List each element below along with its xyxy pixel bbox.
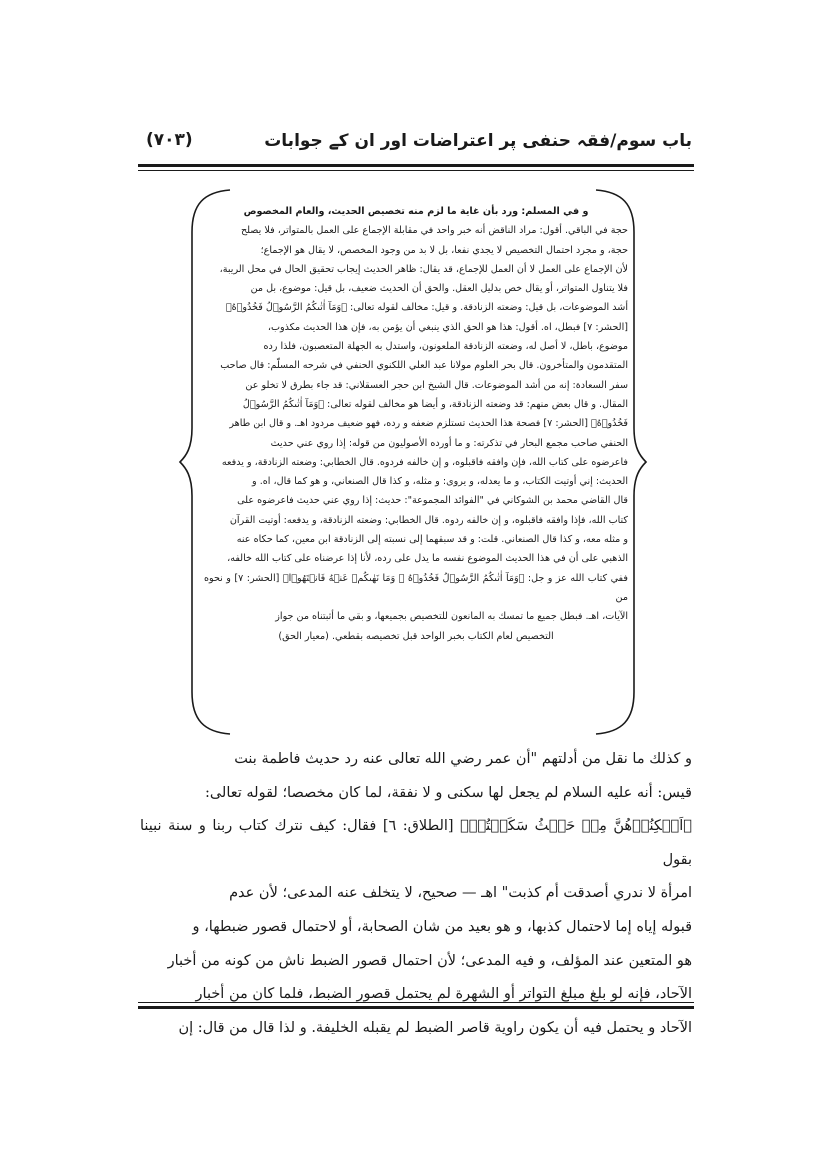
quote-line: موضوع، باطل، لا أصل له، وضعته الزنادقة الملعونون، واستدل به الجهلة المتعصبون، فلذا رده [263,341,628,353]
body-line: هو المتعين عند المؤلف، و فيه المدعى؛ لأن احتمال قصور الضبط ناش من كونه من أخبار [167,952,692,969]
quote-line: و مثله معه، و كذا قال الصنعاني. قلت: و قد سبقهما إلى نسبته إلى الزنادقة ابن معين، كما حكاه عنه [236,534,628,546]
quote-source: (معيار الحق) [278,630,329,642]
quote-line: فلا يتناول المتواتر، أو يقال خص بدليل العقل. والحق أن الحديث ضعيف، بل قيل: موضوع، بل من [250,283,628,295]
quote-line: الحديث: إني أوتيت الكتاب، و ما يعدله، و يروى: و مثله، و كذا قال الصنعاني، و هو كما قال، اه. و [252,476,628,488]
quote-line: [الحشر: ٧] فبطل، اه. أقول: هذا هو الحق الذي ينبغي أن يؤمن به، فإن هذا الحديث مكذوب، [267,321,628,333]
quote-closing-text: التخصيص لعام الكتاب بخبر الواحد قبل تخصيصه بقطعي. [331,630,554,642]
header-rule [138,164,694,171]
body-line: ﴿اَسۡكِنُوۡهُنَّ مِنۡ حَيۡثُ سَكَنۡتُمۡ﴾ [الطلاق: ٦] فقال: كيف نترك كتاب ربنا و سنة نبينا بقول [140,818,692,868]
quote-line: لأن الإجماع على العمل لا أن العمل للإجماع، قد يقال: ظاهر الحديث إيجاب تحقيق الحال في محل الريبة، [219,263,628,275]
quote-line: كتاب الله، فإذا وافقه فاقبلوه، و إن خالفه ردوه. قال الخطابي: وضعته الزنادقة، و يدفعه: أوتيت القرآن [229,514,628,526]
quote-line: الذهبي على أن في هذا الحديث الموضوع نفسه ما يدل على رده، لأنا إذا عرضناه على كتاب الله خالفه، [227,553,628,565]
body-line: قيس: أنه عليه السلام لم يجعل لها سكنى و لا نفقة، لما كان مخصصا؛ لقوله تعالى: [204,784,692,801]
quote-line: ففي كتاب الله عز و جل: ﴿وَمَآ اٰتٰىكُمُ الرَّسُوۡلُ فَخُذُوۡهُ ۚ وَمَا نَهٰىكُمۡ عَنۡهُ فَانۡتَهُوۡا﴾ [الحشر: ٧] و نحوه من [204,572,629,603]
quote-line: المتقدمون والمتأخرون. قال بحر العلوم مولانا عبد العلي اللكنوي الحنفي في شرحه المسلّم: قال صاحب [220,360,628,372]
quote-line: أشد الموضوعات، بل قيل: وضعته الزنادقة. و قيل: مخالف لقوله تعالى: ﴿وَمَآ اٰتٰىكُمُ الرَّسُوۡلُ فَخُذُوۡهُ﴾ [225,302,628,314]
chapter-title: باب سوم/فقہ حنفی پر اعتراضات اور ان کے جوابات [264,131,692,151]
body-line: و كذلك ما نقل من أدلتهم "أن عمر رضي الله تعالى عنه رد حديث فاطمة بنت [234,751,692,767]
quote-closing [204,627,628,646]
footer-rule-thin [138,1002,694,1003]
quote-line: قال القاضي محمد بن الشوكاني في "الفوائد المجموعة": حديث: إذا روي عني حديث فاعرضوه على [237,495,628,507]
body-line: امرأة لا ندري أصدقت أم كذبت" اهـ — صحيح، لا يتخلف عنه المدعى؛ لأن عدم [229,885,692,902]
header-rule-thin [138,170,694,171]
quote-line: حجة في الباقي. أقول: مراد الناقض أنه خبر واحد في مقابلة الإجماع على العمل بالمتواتر، فلا يصلح [240,225,628,237]
body-line: الآحاد، فإنه لو بلغ مبلغ التواتر أو الشهرة لم يحتمل قصور الضبط، فلما كان من أخبار [195,986,692,1003]
footer-rule [138,1002,694,1009]
footer-rule-thick [138,1006,694,1009]
quote-line: حجة، و مجرد احتمال التخصيص لا يجدي نفعا، بل لا بد من وجود المخصص، لا يقال هو الإجماع؛ [260,244,628,256]
header-rule-thick [138,164,694,167]
quote-line: الآيات، اهـ. فبطل جميع ما تمسك به المانعون للتخصيص بجميعها، و بقي ما أثبتناه من جواز [275,611,628,623]
page-header [140,126,692,160]
quote-line: سفر السعادة: إنه من أشد الموضوعات. قال الشيخ ابن حجر العسقلاني: قد جاء بطرق لا تخلو عن [245,379,628,391]
quote-line: فَخُذُوۡهُ﴾ [الحشر: ٧] فصحة هذا الحديث تستلزم ضعفه و رده، فهو ضعيف مردود اهـ. و قال ابن طاهر [229,418,628,430]
quote-line: فاعرضوه على كتاب الله، فإن وافقه فاقبلوه، و إن خالفه فردوه. قال الخطابي: وضعته الزنادقة، و يدفعه [221,456,628,468]
body-line: الآحاد و يحتمل فيه أن يكون راوية قاصر الضبط لم يقبله الخليفة. و لذا قال من قال: إن [178,1019,692,1036]
quote-line: المقال. و قال بعض منهم: قد وضعته الزنادقة، و أيضا هو مخالف لقوله تعالى: ﴿وَمَآ اٰتٰىكُمُ الرَّسُوۡلُ [242,398,628,410]
quote-heading: و في المسلم: ورد بأن غاية ما لزم منه تخصيص الحديث، والعام المخصوص [243,206,589,217]
main-body-text [140,743,692,1045]
body-line: قبوله إياه إما لاحتمال كذبها، و هو بعيد من شان الصحابة، أو لاحتمال قصور ضبطها، و [192,918,692,935]
page-number: (۷۰۳) [146,130,193,150]
boxed-quotation [204,202,628,646]
quote-line: الحنفي صاحب مجمع البحار في تذكرته: و ما أورده الأصوليون من قوله: إذا روي عني حديث [270,437,628,449]
